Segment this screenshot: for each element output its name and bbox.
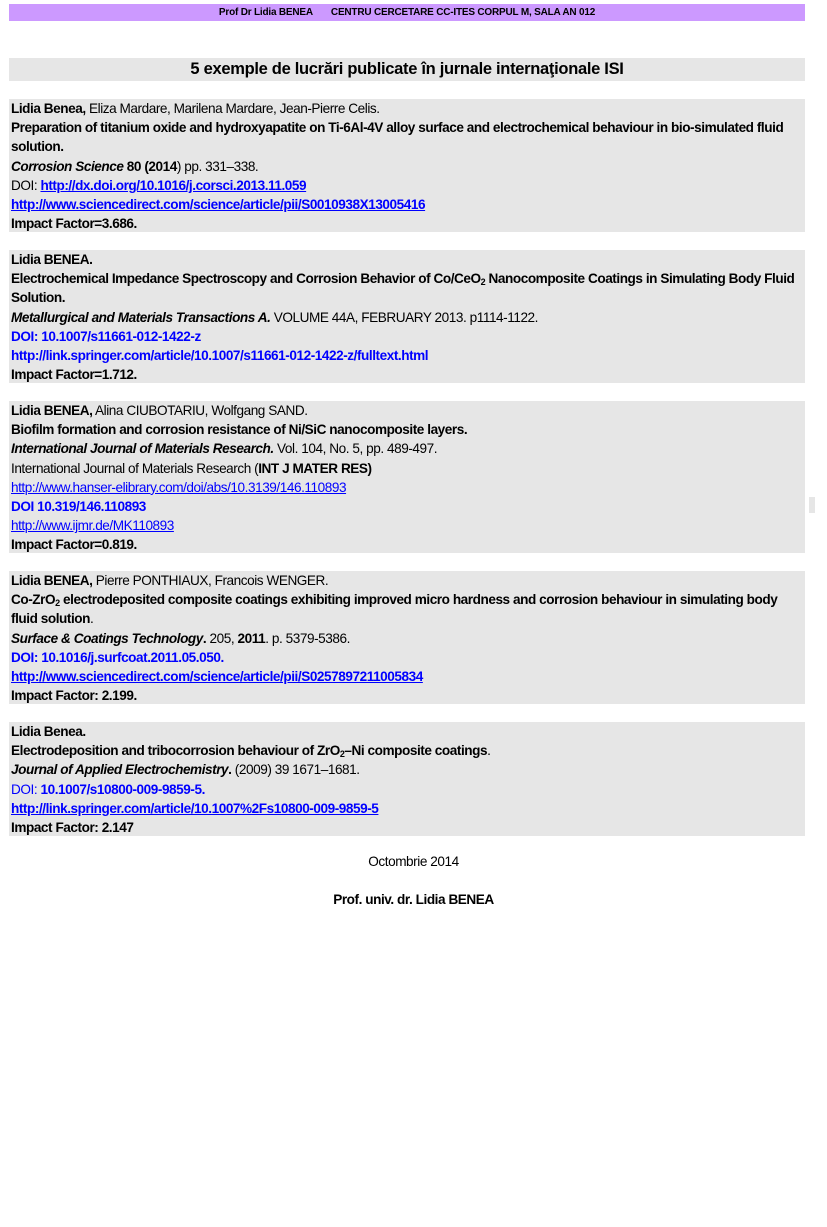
pub-impact-factor: Impact Factor=1.712. bbox=[11, 367, 137, 383]
pub-journal: International Journal of Materials Research. bbox=[11, 441, 274, 457]
pub-doi-label: DOI: bbox=[11, 781, 41, 797]
pub-url-link[interactable]: http://link.springer.com/article/10.1007%2Fs10800-009-9859-5 bbox=[11, 800, 379, 816]
pub-coauthors: Alina CIUBOTARIU, Wolfgang SAND. bbox=[92, 403, 308, 418]
pub-title: Biofilm formation and corrosion resistance of Ni/SiC nanocomposite layers. bbox=[11, 422, 468, 438]
header-center: CENTRU CERCETARE CC-ITES CORPUL M, SALA AN 012 bbox=[330, 7, 596, 18]
pub-url-link-2[interactable]: http://www.ijmr.de/MK110893 bbox=[11, 518, 174, 534]
pub-impact-factor: Impact Factor: 2.147 bbox=[11, 820, 134, 836]
pub-coauthors: Pierre PONTHIAUX, Francois WENGER. bbox=[92, 573, 329, 588]
pub-author-main: Lidia Benea, bbox=[11, 101, 86, 116]
publication-5: Lidia Benea. Electrodeposition and tribocorrosion behaviour of ZrO$_2$–Ni composite coatings. Journal of Applied Electrochemistry. (2009) 39 1671–1681. DOI: 10.1007/s10800-009-9859-5. http://link.springer.com/article/10.1007%2Fs10800-009-9859-5 Impact Factor: 2.147 bbox=[9, 722, 805, 836]
pub-journal-details: VOLUME 44A, FEBRUARY 2013. p1114-1122. bbox=[270, 309, 538, 325]
pub-impact-factor: Impact Factor: 2.199. bbox=[11, 688, 137, 704]
pub-url-link[interactable]: http://www.sciencedirect.com/science/article/pii/S0257897211005834 bbox=[11, 669, 423, 685]
publication-2 bbox=[9, 250, 805, 383]
pub-author-main: Lidia BENEA, bbox=[11, 403, 93, 418]
pub-doi-label: DOI: bbox=[11, 177, 41, 193]
pub-impact-factor: Impact Factor=0.819. bbox=[11, 537, 137, 553]
pub-pages: . p. 5379-5386. bbox=[265, 630, 350, 646]
pub-journal-details: Vol. 104, No. 5, pp. 489-497. bbox=[273, 441, 438, 457]
pub-author-main: Lidia BENEA. bbox=[11, 252, 93, 267]
footer-signature: Prof. univ. dr. Lidia BENEA bbox=[333, 892, 494, 907]
margin-mark bbox=[809, 497, 815, 513]
pub-doi[interactable]: DOI 10.319/146.110893 bbox=[11, 499, 146, 515]
pub-title: Co-ZrO$_2$ electrodeposited composite coatings exhibiting improved micro hardness and corrosion behaviour in simulating body fluid solution. bbox=[11, 592, 778, 627]
pub-journal: Surface & Coatings Technology bbox=[11, 630, 203, 646]
pub-journal: Journal of Applied Electrochemistry bbox=[11, 762, 229, 778]
pub-author-main: Lidia Benea. bbox=[11, 724, 86, 739]
header-author: Prof Dr Lidia BENEA bbox=[218, 7, 313, 18]
pub-title: Electrochemical Impedance Spectroscopy and Corrosion Behavior of Co/CeO$_2$ Nanocomposite Coatings in Simulating Body Fluid Solution. bbox=[11, 271, 795, 306]
pub-pages: ) pp. 331–338. bbox=[176, 158, 259, 174]
pub-year: 2011 bbox=[237, 630, 266, 646]
pub-journal: Corrosion Science bbox=[11, 158, 124, 174]
pub-doi[interactable]: DOI: 10.1016/j.surfcoat.2011.05.050. bbox=[11, 649, 224, 665]
pub-doi[interactable]: 10.1007/s10800-009-9859-5. bbox=[40, 781, 205, 797]
pub-volume: 80 ( bbox=[123, 158, 149, 174]
pub-volume: 205, bbox=[206, 630, 238, 646]
pub-author-main: Lidia BENEA, bbox=[11, 573, 93, 588]
pub-title: Electrodeposition and tribocorrosion behaviour of ZrO$_2$–Ni composite coatings. bbox=[11, 743, 491, 760]
pub-journal-full: International Journal of Materials Research ( bbox=[11, 460, 259, 476]
pub-journal: Metallurgical and Materials Transactions A. bbox=[11, 309, 271, 325]
pub-coauthors: Eliza Mardare, Marilena Mardare, Jean-Pierre Celis. bbox=[85, 101, 380, 116]
pub-url-link[interactable]: http://www.hanser-elibrary.com/doi/abs/10.3139/146.110893 bbox=[11, 479, 347, 495]
pub-journal-abbr: INT J MATER RES) bbox=[258, 460, 372, 476]
pub-url-link[interactable]: http://link.springer.com/article/10.1007/s11661-012-1422-z/fulltext.html bbox=[11, 348, 429, 364]
publication-3 bbox=[9, 401, 805, 553]
pub-impact-factor: Impact Factor=3.686. bbox=[11, 216, 137, 232]
pub-title: Preparation of titanium oxide and hydroxyapatite on Ti-6Al-4V alloy surface and electrochemical behaviour in bio-simulated fluid solution. bbox=[11, 120, 784, 155]
page-header bbox=[9, 4, 805, 21]
pub-year: 2014 bbox=[148, 158, 177, 174]
publication-1 bbox=[9, 99, 805, 232]
pub-doi-link[interactable]: http://dx.doi.org/10.1016/j.corsci.2013.11.059 bbox=[40, 177, 307, 193]
pub-url-link[interactable]: http://www.sciencedirect.com/science/article/pii/S0010938X13005416 bbox=[11, 197, 426, 213]
pub-journal-details: (2009) 39 1671–1681. bbox=[231, 762, 360, 778]
publication-4: Lidia BENEA, Pierre PONTHIAUX, Francois WENGER. Co-ZrO$_2$ electrodeposited composite coatings exhibiting improved micro hardness and corrosion behaviour in simulating body fluid solution. Surface & Coatings Technology. 205, 2011. p. 5379-5386. DOI: 10.1016/j.surfcoat.2011.05.050. http://www.sciencedirect.com/science/article/pii/S0257897211005834 Impact Factor: 2.199. bbox=[9, 571, 805, 704]
pub-doi[interactable]: DOI: 10.1007/s11661-012-1422-z bbox=[11, 328, 201, 344]
footer-date: Octombrie 2014 bbox=[368, 854, 459, 869]
section-title: 5 exemple de lucrări publicate în jurnale internaţionale ISI bbox=[9, 58, 805, 81]
